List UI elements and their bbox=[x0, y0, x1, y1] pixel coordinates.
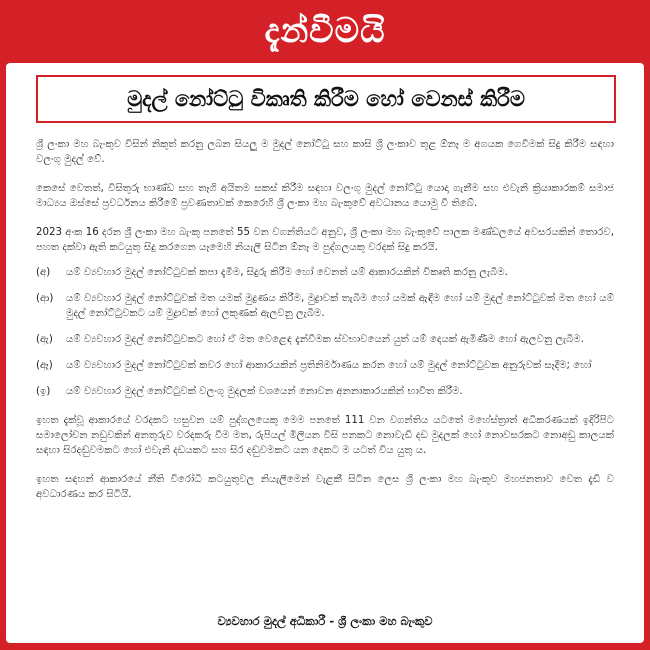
notice-body bbox=[36, 137, 614, 502]
list-item bbox=[36, 358, 614, 373]
list-item bbox=[36, 291, 614, 321]
notice-title-box bbox=[36, 75, 616, 123]
appeal-paragraph: ඉහත සඳහන් ආකාරයේ නීති විරෝධී කටයුතුවල නියැලීමෙන් වැළකී සිටින ලෙස ශ්‍රී ලංකා මහ බැංකුව මහජනතාව වෙත දැඩි ව අවධාරණය කර සිටියි. bbox=[36, 474, 614, 500]
notice-signature: ව්‍යවහාර මුදල් අධිකාරී - ශ්‍රී ලංකා මහ බැංකුව bbox=[217, 614, 433, 628]
penalty-paragraph: ඉහත දැක්වූ ආකාරයේ වරදකට හසුවන යම් පුද්ගලයෙකු මෙම පනතේ 111 වන වගන්තිය යටතේ මහේස්ත්‍රාත් අධිකරණයක් ඉදිරිපිට සමාලෝචන නඩුවකින් අනතුරුව වරදකරු වීම මත, රුපියල් මිලියන විසි පනකට නොවැඩි දඩ මුදලක් හෝ නොවසරකට නොඅඩු කාලයක් සඳහා සිරදඬුවමකට හෝ එවැනි දඩයකට සහ සිර දඬුවමකට යන දෙකට ම යටත් විය යුතු ය. bbox=[36, 415, 614, 456]
paragraph-2: කෙසේ වෙතත්, විසිතුරු භාණ්ඩ සහ තෑගි අයිතම සකස් කිරීම සඳහා වලංගු මුදල් නෝට්ටු යොදා ගැනීම සහ එවැනි ක්‍රියාකාරකම් සමාජ මාධ්‍යය ඔස්සේ ප්‍රවර්ධනය කිරීමේ ප්‍රවණතාවක් කෙරෙහි ශ්‍රී ලංකා මහ බැංකුවේ අවධානය යොමු වී තිබේ. bbox=[36, 183, 614, 209]
header-title: දැන්වීමයි bbox=[264, 11, 386, 51]
paragraph-1: ශ්‍රී ලංකා මහ බැංකුව විසින් නිකුත් කරනු ලබන සියලු ම මුදල් නෝට්ටු සහ කාසි ශ්‍රී ලංකාව තුළ ඕනෑ ම අගයක ගෙවීමක් සිදු කිරීම සඳහා වලංගු මුදල් වේ. bbox=[36, 139, 614, 165]
list-item bbox=[36, 384, 614, 399]
notice-header bbox=[0, 0, 650, 62]
list-item-text: යම් ව්‍යවහාර මුදල් නෝට්ටුවක් කපා දැමීම, සිදුරු කිරීම හෝ වෙනත් යම් ආකාරයකින් විකෘති කරනු ලැබීම. bbox=[66, 267, 508, 278]
list-item-marker: (ආ) bbox=[36, 293, 54, 304]
list-item-marker: (ඉ) bbox=[36, 386, 51, 397]
list-item-marker: (ඈ) bbox=[36, 360, 53, 371]
notice-panel bbox=[6, 63, 644, 643]
list-item bbox=[36, 265, 614, 280]
list-item bbox=[36, 332, 614, 347]
paragraph-3: 2023 අංක 16 දරන ශ්‍රී ලංකා මහ බැංකු පනතේ 55 වන වගන්තියට අනුව, ශ්‍රී ලංකා මහ බැංකුවේ පාලක මණ්ඩලයේ අවසරයකින් තොරව, පහත දක්වා ඇති කටයුතු සිදු කරගෙන යෑමෙහි නියැලී සිටින ඕනෑ ම පුද්ගලයකු වරදක් සිදු කරයි. bbox=[36, 227, 614, 253]
list-item-marker: (අ) bbox=[36, 267, 51, 278]
offence-list bbox=[36, 265, 614, 399]
list-item-marker: (ඇ) bbox=[36, 334, 53, 345]
list-item-text: යම් ව්‍යවහාර මුදල් නෝට්ටුවක් කවර හෝ ආකාරයකින් ප්‍රතිනිර්මාණය කරන හෝ යම් මුදල් නෝට්ටුවක අනුරුවක් සෑදීම; හෝ bbox=[66, 360, 592, 371]
list-item-text: යම් ව්‍යවහාර මුදල් නෝට්ටුවක් මත යමක් මුද්‍රණය කිරීම, මුද්‍රාවක් තැබීම හෝ යමක් ඇඳීම හෝ යම් මුදල් නෝට්ටුවක් මත හෝ යම් මුදල් නෝට්ටුවකට යම් මුද්‍රාවක් හෝ ලකුණක් ඇලවනු ලැබීම. bbox=[66, 293, 614, 319]
list-item-text: යම් ව්‍යවහාර මුදල් නෝට්ටුවක් වලංගු මුදලක් වශයෙන් නොවන අනනාකාරයකින් භාවිත කිරීම. bbox=[66, 386, 463, 397]
notice-title: මුදල් නෝට්ටු විකෘති කිරීම හෝ වෙනස් කිරීම bbox=[127, 86, 525, 111]
list-item-text: යම් ව්‍යවහාර මුදල් නෝට්ටුවකට හෝ ඒ මත වෙළෙඳ දැන්වීමක ස්වභාවයෙන් යුත් යම් දෙයක් ඇමිණීම හෝ ඇලවනු ලැබීම. bbox=[66, 334, 584, 345]
